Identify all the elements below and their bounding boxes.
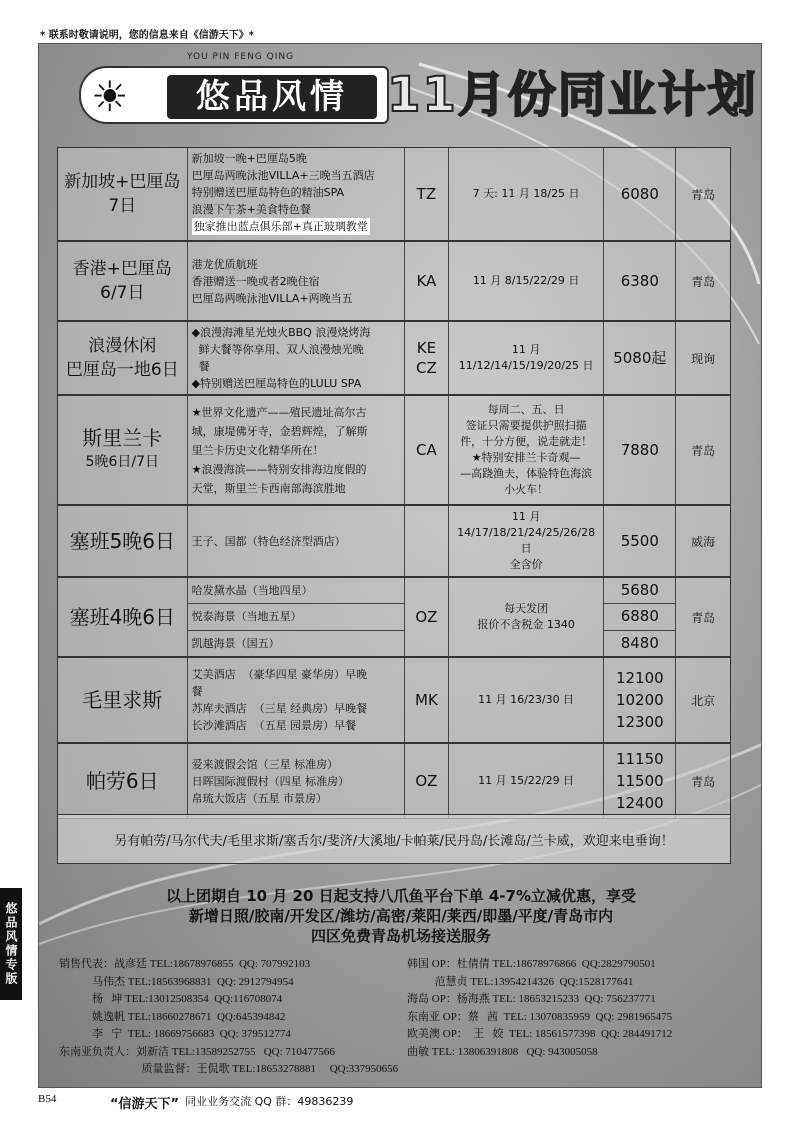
date-line: 件，十分方便，说走就走！ — [460, 435, 593, 448]
side-tab: 悠品风情专版 — [0, 888, 22, 1000]
airline-code — [405, 506, 449, 576]
more-destinations: 另有帕劳/马尔代夫/毛里求斯/塞舌尔/斐济/大溪地/卡帕莱/民丹岛/长滩岛/兰卡威，欢迎来电垂询！ — [57, 814, 731, 864]
price: 5080起 — [604, 322, 676, 394]
description-cell — [188, 242, 405, 320]
table-row — [57, 321, 731, 395]
notice-text: * 联系时敬请说明，您的信息来自《信游天下》* — [40, 30, 254, 41]
contact-entry: 曲敏 TEL: 13806391808 QQ: 943005058 — [407, 1045, 598, 1058]
date-line: 签证只需要提供护照扫描 — [465, 419, 587, 432]
page-number: B54 — [38, 1093, 57, 1105]
logo-name: 悠品风情 — [167, 75, 377, 119]
date-line: 报价不含税金 1340 — [477, 618, 575, 631]
footer-text: 同业业务交流 QQ 群：49836239 — [185, 1095, 354, 1108]
departure-dates — [449, 506, 605, 576]
description-line: 苏库夫酒店 （三星 经典房）早晚餐 — [191, 702, 368, 715]
description-line: 巴厘岛两晚泳池VILLA+两晚当五 — [191, 291, 353, 305]
price: 6080 — [604, 148, 676, 240]
description-line: ◆特别赠送巴厘岛特色的LULU SPA — [191, 377, 362, 390]
flyer-page — [38, 43, 762, 1088]
date-line: —高跷渔夫，体验特色海滨 — [460, 467, 593, 480]
contact-entry: 姚逸帆 TEL:18660278671 QQ:645394842 — [59, 1010, 286, 1023]
description-line: 凯越海景（国五） — [191, 636, 280, 650]
date-line: 11 月 — [511, 343, 541, 356]
departure-city: 青岛 — [691, 187, 716, 202]
description-line: ★世界文化遗产——殖民遗址高尔古 — [191, 405, 367, 419]
description-cell — [188, 578, 405, 656]
destination-name: 斯里兰卡 — [82, 426, 163, 450]
price: 11150 — [615, 750, 664, 768]
price: 12100 — [615, 669, 664, 687]
destination-name: 塞班4晚6日 — [69, 605, 176, 629]
description-line: 巴厘岛两晚泳池VILLA+三晚当五酒店 — [191, 169, 375, 182]
destination-cell — [58, 744, 188, 818]
departure-dates — [449, 396, 605, 504]
description-line: 里兰卡历史文化精华所在！ — [191, 443, 324, 457]
table-row — [57, 657, 731, 743]
contact-row — [59, 1044, 749, 1062]
price: 6380 — [604, 242, 676, 320]
airline-code: KE — [416, 339, 437, 357]
description-line: 特别赠送巴厘岛特色的精油SPA — [191, 186, 345, 199]
contact-entry: 范慧贞 TEL:13954214326 QQ:1528177641 — [407, 975, 634, 988]
destination-cell — [58, 578, 188, 656]
table-row — [57, 577, 731, 657]
description-cell — [188, 658, 405, 742]
date-line: ★特别安排兰卡奇观— — [471, 451, 581, 464]
price-cell — [604, 578, 676, 656]
destination-duration: 7日 — [108, 196, 137, 216]
description-line: 悦泰海景（当地五星） — [188, 604, 404, 630]
date-line: 每周二、五、日 — [487, 403, 565, 416]
contact-entry: 杨 坤 TEL:13012508354 QQ:116708074 — [59, 993, 283, 1005]
promo-line: 新增日照/胶南/开发区/潍坊/高密/莱阳/莱西/即墨/平度/青岛市内 — [188, 907, 614, 925]
airline-code: MK — [405, 658, 449, 742]
price: 12300 — [615, 713, 664, 731]
table-row — [57, 395, 731, 505]
description-line: 餐 — [191, 360, 210, 373]
destination-name: 帕劳6日 — [85, 769, 159, 793]
price: 11500 — [615, 772, 664, 790]
description-line: 日晖国际渡假村（四星 标准房） — [191, 774, 350, 788]
contact-row — [59, 1009, 749, 1027]
table-row — [57, 743, 731, 819]
departure-dates: 11 月 8/15/22/29 日 — [449, 242, 605, 320]
description-line: ◆浪漫海滩星光烛火BBQ 浪漫烧烤海 — [191, 326, 371, 339]
table-row — [57, 241, 731, 321]
promo-line: 以上团期自 10 月 20 日起支持八爪鱼平台下单 4-7%立减优惠，享受 — [166, 887, 636, 905]
description-line: 艾美酒店 （豪华四星 豪华房）早晚 — [191, 668, 368, 681]
destination-name: 毛里求斯 — [82, 688, 163, 712]
contact-entry: 东南亚 OP：蔡 茜 TEL: 13070835959 QQ: 2981965475 — [407, 1010, 673, 1023]
destination-duration: 巴厘岛一地6日 — [65, 360, 179, 380]
brand-logo — [79, 52, 389, 130]
departure-city: 青岛 — [691, 774, 716, 789]
description-line: ★浪漫海滨——特别安排海边度假的 — [191, 462, 367, 476]
contact-row — [59, 1026, 749, 1044]
price-cell — [604, 658, 676, 742]
contact-entry: 韩国 OP：杜倩倩 TEL:18678976866 QQ:2829790501 — [407, 958, 656, 970]
departure-city: 青岛 — [691, 610, 716, 625]
airline-code: KA — [405, 242, 449, 320]
price: 6880 — [604, 604, 675, 630]
destination-duration: 5晚6日/7日 — [85, 454, 160, 470]
destination-cell — [58, 396, 188, 504]
destination-name: 浪漫休闲 — [88, 336, 157, 356]
departure-dates: 11 月 16/23/30 日 — [449, 658, 605, 742]
table-row — [57, 505, 731, 577]
promotion-text — [39, 886, 762, 946]
airline-code: OZ — [405, 578, 449, 656]
departure-dates: 7 天: 11 月 18/25 日 — [449, 148, 605, 240]
description-cell — [188, 396, 405, 504]
destination-cell — [58, 506, 188, 576]
contact-entry: 东南亚负责人：刘新洁 TEL:13589252755 QQ: 710477566 — [59, 1045, 335, 1058]
page-title: 11月份同业计划 — [387, 67, 758, 123]
airline-code: CA — [405, 396, 449, 504]
promo-line: 四区免费青岛机场接送服务 — [310, 927, 491, 945]
contact-entry: 李 宁 TEL: 18669756683 QQ: 379512774 — [59, 1028, 291, 1040]
footer-brand: “信游天下” — [110, 1097, 180, 1112]
departure-dates — [449, 322, 605, 394]
airline-code-cell — [405, 322, 449, 394]
destination-cell — [58, 322, 188, 394]
description-cell — [188, 148, 405, 240]
airline-code: OZ — [405, 744, 449, 818]
description-line: 哈发黛水晶（当地四星） — [188, 578, 404, 604]
description-highlight: 独家推出蓝点俱乐部+真正玻璃教堂 — [193, 220, 368, 233]
price: 5500 — [604, 506, 676, 576]
price: 10200 — [615, 691, 664, 709]
departure-city: 北京 — [691, 693, 716, 708]
page-footer — [38, 1093, 762, 1112]
contact-row — [59, 974, 749, 992]
departure-city: 现询 — [691, 351, 716, 366]
description-line: 爱来渡假会馆（三星 标准房） — [191, 757, 339, 771]
destination-cell — [58, 658, 188, 742]
contact-entry: 海岛 OP：杨海燕 TEL: 18653215233 QQ: 756237771 — [407, 993, 656, 1005]
date-line: 11/12/14/15/19/20/25 日 — [458, 359, 594, 372]
description-line: 餐 — [191, 685, 203, 698]
description-cell — [188, 506, 405, 576]
contact-entry: 销售代表：战彦廷 TEL:18678976855 QQ: 707992103 — [59, 958, 311, 970]
description-line: 浪漫下午茶+美食特色餐 — [191, 203, 311, 216]
logo-pinyin: YOU PIN FENG QING — [187, 52, 295, 62]
contact-row — [59, 1061, 749, 1079]
date-line: 14/17/18/21/24/25/26/28 — [457, 526, 596, 539]
airline-code: TZ — [405, 148, 449, 240]
description-line: 城，康堤佛牙寺，金碧辉煌，了解斯 — [191, 424, 368, 438]
description-cell — [188, 322, 405, 394]
description-cell — [188, 744, 405, 818]
price-cell — [604, 744, 676, 818]
contact-row — [59, 956, 749, 974]
logo-box — [79, 66, 389, 124]
destination-cell — [58, 242, 188, 320]
airline-code: CZ — [416, 359, 437, 377]
table-row — [57, 147, 731, 241]
description-line: 港龙优质航班 — [191, 257, 258, 271]
contact-entry: 质量监督：王侃歌 TEL:18653278881 QQ:337950656 — [59, 1063, 399, 1075]
departure-city: 威海 — [691, 534, 716, 549]
destination-duration: 6/7日 — [100, 283, 145, 303]
sun-icon: ☀ — [91, 72, 129, 121]
contact-entry: 欧美澳 OP： 王 姣 TEL: 18561577398 QQ: 284491712 — [407, 1028, 673, 1040]
destination-name: 新加坡+巴厘岛 — [64, 172, 181, 192]
description-line: 长沙滩酒店 （五星 园景房）早餐 — [191, 719, 357, 732]
date-line: 每天发团 — [504, 602, 549, 615]
departure-city: 青岛 — [691, 443, 716, 458]
date-line: 全含价 — [509, 558, 543, 571]
description-line: 王子、国都（特色经济型酒店） — [191, 534, 346, 548]
contact-row — [59, 991, 749, 1009]
description-line: 新加坡一晚+巴厘岛5晚 — [191, 152, 307, 165]
departure-dates — [449, 578, 605, 656]
description-line: 香港赠送一晚或者2晚住宿 — [191, 274, 320, 288]
destination-name: 塞班5晚6日 — [69, 529, 176, 553]
departure-city: 青岛 — [691, 274, 716, 289]
contact-list — [59, 956, 749, 1079]
destination-name: 香港+巴厘岛 — [72, 259, 172, 279]
date-line: 日 — [520, 542, 532, 555]
description-line: 鲜大餐等你享用、双人浪漫烛光晚 — [191, 343, 364, 356]
date-line: 小火车！ — [504, 483, 549, 496]
price: 5680 — [604, 578, 675, 604]
price: 8480 — [620, 633, 659, 652]
price: 12400 — [615, 794, 664, 812]
price: 7880 — [604, 396, 676, 504]
contact-entry: 马伟杰 TEL:18563968831 QQ: 2912794954 — [59, 975, 294, 988]
date-line: 11 月 — [511, 510, 541, 523]
destination-cell — [58, 148, 188, 240]
description-line: 天堂，斯里兰卡西南部海滨胜地 — [191, 481, 346, 495]
departure-dates: 11 月 15/22/29 日 — [449, 744, 605, 818]
description-line: 帛琉大饭店（五星 市景房） — [191, 791, 328, 805]
